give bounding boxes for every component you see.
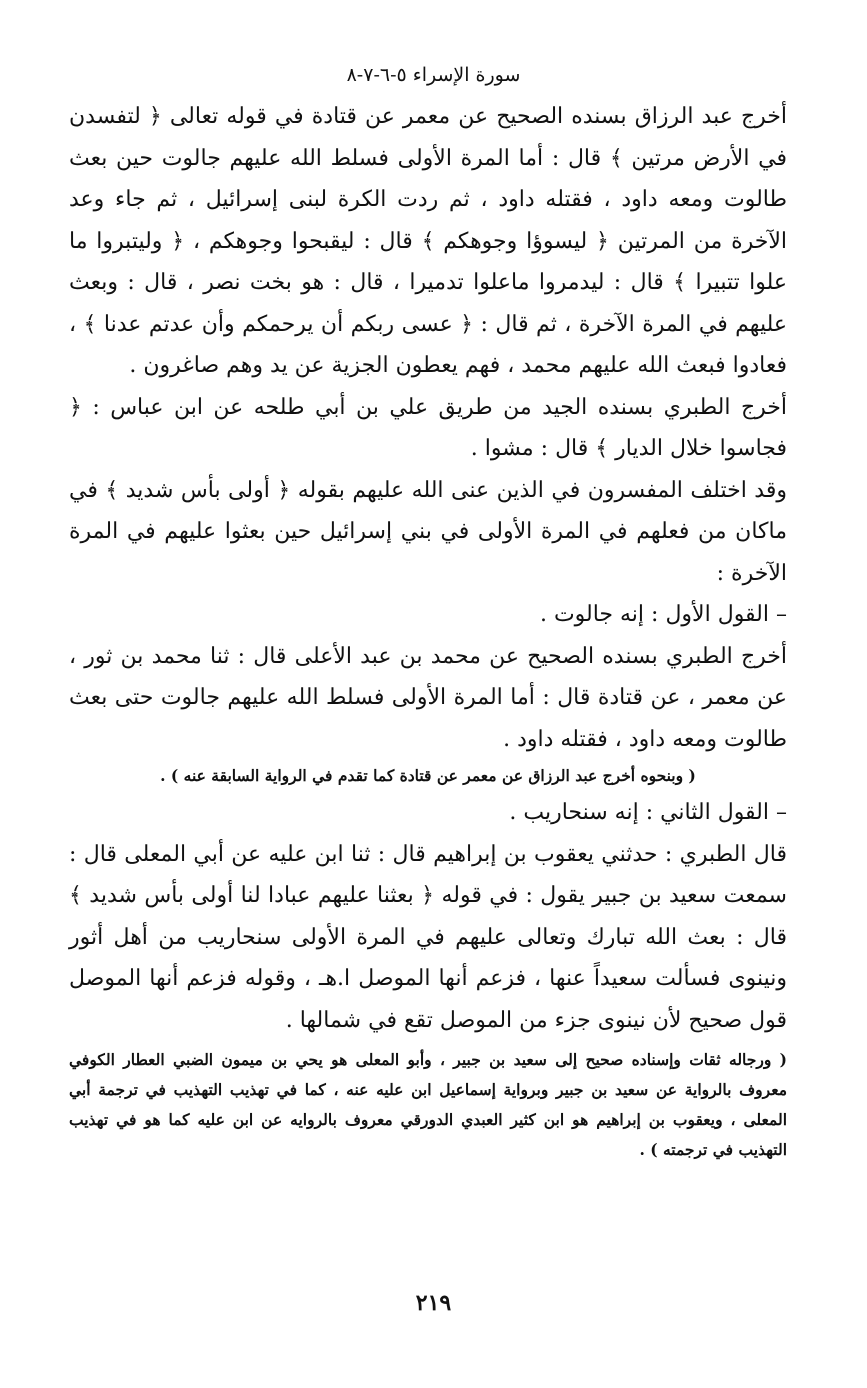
paragraph-tabari-said-ibn-jubayr: قال الطبري : حدثني يعقوب بن إبراهيم قال : ثنا ابن عليه عن أبي المعلى قال : سمعت سعيد بن جبير يقول : في قوله ﴿ بعثنا عليهم عبادا لنا أولى بأس شديد ﴾ قال : بعث الله تبارك وتعالى عليهم في المرة الأولى سنحاريب من أهل أثور ونينوى فسألت سعيداً عنها ، فزعم أنها الموصل ا.هـ ، وقوله فزعم أنها الموصل قول صحيح لأن نينوى جزء من الموصل تقع في شمالها .: [69, 841, 787, 1033]
paragraph-mufassirun-disagreement: وقد اختلف المفسرون في الذين عنى الله عليهم بقوله ﴿ أولى بأس شديد ﴾ في ماكان من فعلهم في المرة الأولى في بني إسرائيل حين بعثوا عليهم في المرة الآخرة :: [69, 477, 787, 586]
body-text: [69, 96, 787, 1165]
paragraph-first-opinion: – القول الأول : إنه جالوت .: [539, 602, 787, 627]
page-number: ٢١٩: [415, 1290, 452, 1316]
paragraph-tabari-qatada: أخرج الطبري بسنده الصحيح عن محمد بن عبد الأعلى قال : ثنا محمد بن ثور ، عن معمر ، عن قتادة قال : أما المرة الأولى فسلط الله عليهم جالوت حتى بعث طالوت ومعه داود ، فقتله داود .: [69, 643, 787, 752]
paragraph-tabari-ibn-abbas: أخرج الطبري بسنده الجيد من طريق علي بن أبي طلحه عن ابن عباس : ﴿ فجاسوا خلال الديار ﴾ قال : مشوا .: [69, 394, 787, 461]
running-header: سورة الإسراء ٥-٦-٧-٨: [346, 64, 521, 86]
footnote-narrators: ( ورجاله ثقات وإسناده صحيح إلى سعيد بن جبير ، وأبو المعلى هو يحي بن ميمون الضبي العطار الكوفي معروف بالرواية عن سعيد بن جبير وبرواية إسماعيل ابن عليه عنه ، كما في تهذيب التهذيب في ترجمة أبي المعلى ، ويعقوب بن إبراهيم هو ابن كثير العبدي الدورقي معروف بالروايه عن ابن عليه كما هو في تهذيب التهذيب في ترجمته ) .: [69, 1050, 787, 1159]
paragraph-abdulrazzaq-narration: أخرج عبد الرزاق بسنده الصحيح عن معمر عن قتادة في قوله تعالى ﴿ لتفسدن في الأرض مرتين ﴾ قال : أما المرة الأولى فسلط الله عليهم جالوت حين بعث طالوت ومعه داود ، فقتله داود ، ثم ردت الكرة لبنى إسرائيل ، ثم جاء وعد الآخرة من المرتين ﴿ ليسوؤا وجوهكم ﴾ قال : ليقبحوا وجوهكم ، ﴿ وليتبروا ما علوا تتبيرا ﴾ قال : ليدمروا ماعلوا تدميرا ، قال : هو بخت نصر ، قال : وبعث عليهم في المرة الآخرة ، ثم قال : ﴿ عسى ربكم أن يرحمكم وأن عدتم عدنا ﴾ ، فعادوا فبعث الله عليهم محمد ، فهم يعطون الجزية عن يد وهم صاغرون .: [69, 104, 787, 378]
paragraph-second-opinion: – القول الثاني : إنه سنحاريب .: [509, 800, 787, 825]
footnote-abdulrazzaq: ( وبنحوه أخرج عبد الرزاق عن معمر عن قتادة كما تقدم في الرواية السابقة عنه ) .: [160, 766, 696, 785]
